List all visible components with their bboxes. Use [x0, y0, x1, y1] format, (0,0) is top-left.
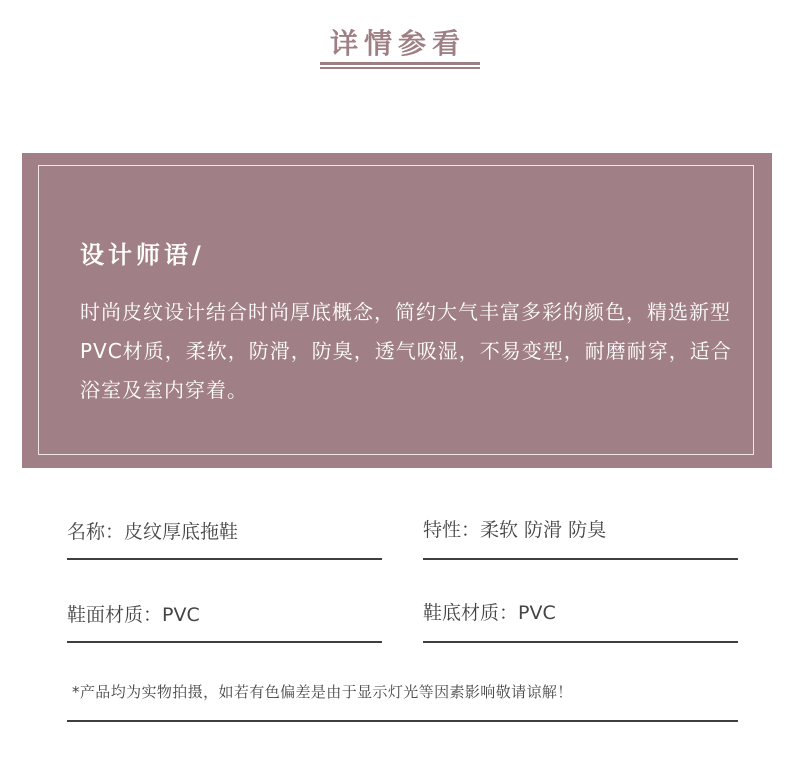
page-title-wrap — [0, 24, 790, 64]
note-divider — [67, 720, 738, 722]
spec-divider — [423, 558, 738, 560]
disclaimer-note: *产品均为实物拍摄，如若有色偏差是由于显示灯光等因素影响敬请谅解！ — [72, 683, 573, 701]
spec-sole-material: 鞋底材质：PVC — [423, 602, 556, 624]
designer-notes-heading: 设计师语/ — [80, 241, 205, 269]
spec-divider — [67, 558, 382, 560]
designer-notes-text: 时尚皮纹设计结合时尚厚底概念，简约大气丰富多彩的颜色，精选新型PVC材质，柔软，防滑，防臭，透气吸湿，不易变型，耐磨耐穿，适合浴室及室内穿着。 — [80, 300, 732, 402]
spec-product-name: 名称：皮纹厚底拖鞋 — [67, 521, 239, 543]
spec-divider — [67, 641, 382, 643]
designer-notes-panel — [22, 153, 772, 468]
spec-divider — [423, 641, 738, 643]
title-underline — [320, 62, 480, 65]
page-title: 详情参看 — [329, 27, 466, 60]
title-underline-secondary — [320, 67, 480, 69]
spec-upper-material: 鞋面材质：PVC — [67, 604, 200, 626]
spec-features: 特性：柔软 防滑 防臭 — [423, 519, 607, 541]
